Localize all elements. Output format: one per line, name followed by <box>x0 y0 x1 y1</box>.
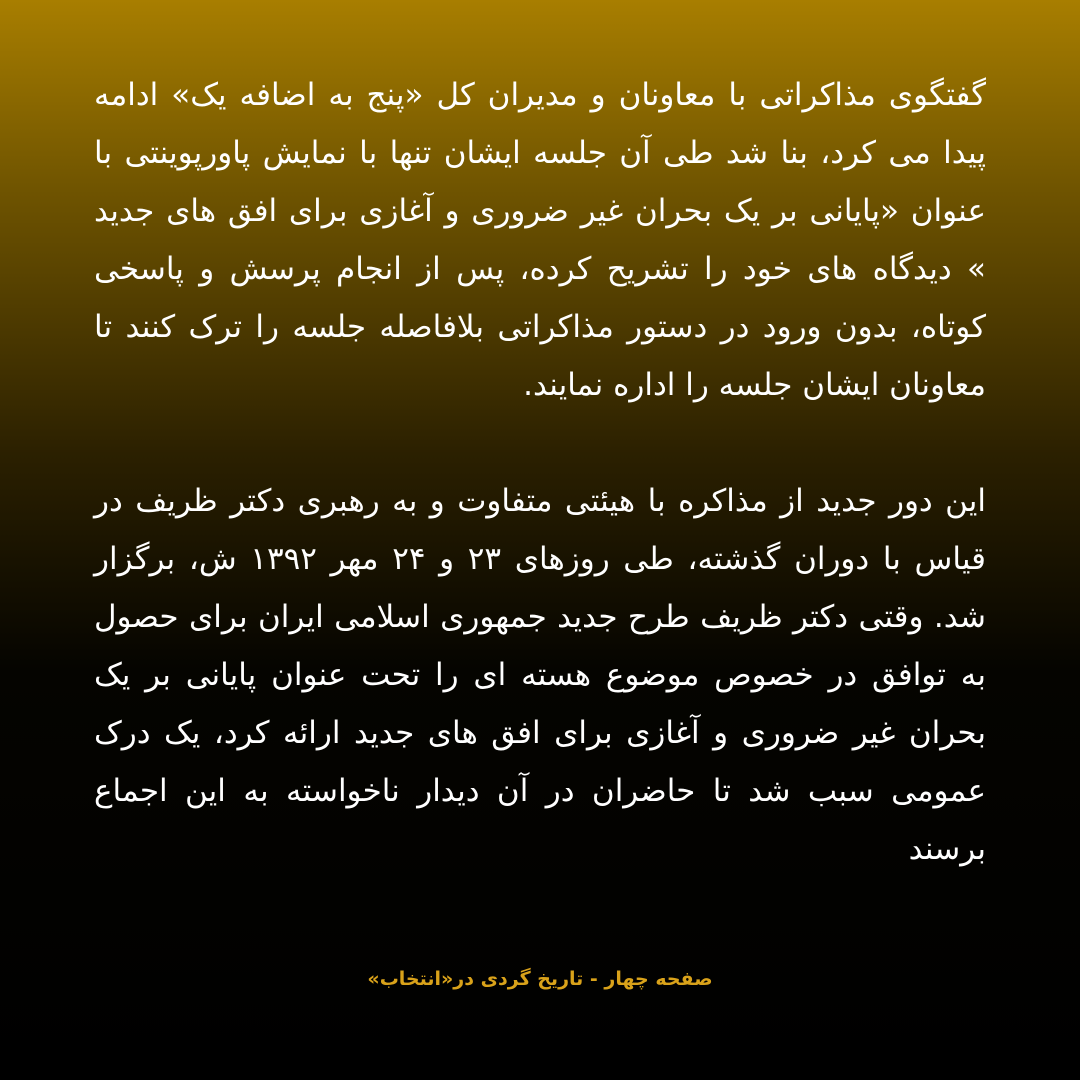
paragraph-1: گفتگوی مذاکراتی با معاونان و مدیران کل «پنج به اضافه یک» ادامه پیدا می کرد، بنا شد طی آن جلسه ایشان تنها با نمایش پاورپوینتی با عنوان «پایانی بر یک بحران غیر ضروری و آغازی برای افق های جدید » دیدگاه های خود را تشریح کرده، پس از انجام پرسش و پاسخی کوتاه، بدون ورود در دستور مذاکراتی بلافاصله جلسه را ترک کنند تا معاونان ایشان جلسه را اداره نمایند. <box>94 77 986 403</box>
body-text <box>94 66 986 878</box>
page-caption: صفحه چهار - تاریخ گردی در«انتخاب» <box>367 968 713 990</box>
paragraph-2: این دور جدید از مذاکره با هیئتی متفاوت و به رهبری دکتر ظریف در قیاس با دوران گذشته، طی روزهای ۲۳ و ۲۴ مهر ۱۳۹۲ ش، برگزار شد. وقتی دکتر ظریف طرح جدید جمهوری اسلامی ایران برای حصول به توافق در خصوص موضوع هسته ای را تحت عنوان پایانی بر یک بحران غیر ضروری و آغازی برای افق های جدید ارائه کرد، یک درک عمومی سبب شد تا حاضران در آن دیدار ناخواسته به این اجماع برسند <box>94 483 986 867</box>
